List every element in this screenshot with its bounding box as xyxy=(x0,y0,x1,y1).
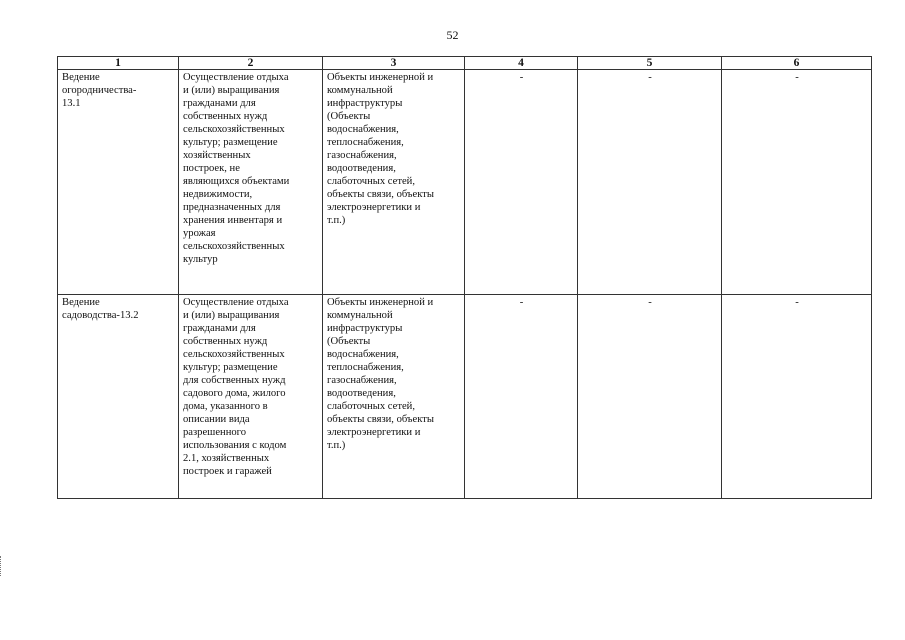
column-header: 1 xyxy=(58,57,179,70)
column-header: 3 xyxy=(323,57,465,70)
dash-value: - xyxy=(795,72,799,83)
column-header: 4 xyxy=(465,57,578,70)
table-cell xyxy=(722,70,872,295)
land-use-description: Осуществление отдыха и (или) выращивания гражданами для собственных нужд сельскохозяйственных культур; размещение хозяйственных построек, не являющихся объектами недвижимости, предназначенных для хранения инвентаря и урожая сельскохозяйственных культур xyxy=(183,72,290,265)
land-use-type: Ведение садоводства-13.2 xyxy=(62,297,139,321)
dash-value: - xyxy=(648,297,652,308)
table-cell xyxy=(465,70,578,295)
table-cell xyxy=(58,295,179,499)
permitted-objects: Объекты инженерной и коммунальной инфраструктуры (Объекты водоснабжения, теплоснабжения, газоснабжения, водоотведения, слаботочных сетей, объекты связи, объекты электроэнергетики и т.п.) xyxy=(327,72,434,226)
table-header-row xyxy=(58,57,872,70)
dash-value: - xyxy=(648,72,652,83)
permitted-objects: Объекты инженерной и коммунальной инфраструктуры (Объекты водоснабжения, теплоснабжения, газоснабжения, водоотведения, слаботочных сетей, объекты связи, объекты электроэнергетики и т.п.) xyxy=(327,297,434,451)
table-row xyxy=(58,295,872,499)
dash-value: - xyxy=(519,297,524,308)
land-use-table xyxy=(57,56,872,499)
table-cell xyxy=(323,70,465,295)
table-cell xyxy=(578,295,722,499)
dash-value: - xyxy=(519,72,524,83)
table-cell xyxy=(179,70,323,295)
table-cell xyxy=(578,70,722,295)
table-cell xyxy=(465,295,578,499)
column-header: 2 xyxy=(179,57,323,70)
table-cell xyxy=(58,70,179,295)
land-use-description: Осуществление отдыха и (или) выращивания гражданами для собственных нужд сельскохозяйственных культур; размещение для собственных нужд садового дома, жилого дома, указанного в описании вида разрешенного использования с кодом 2.1, хозяйственных построек и гаражей xyxy=(183,297,289,477)
page-number: 52 xyxy=(446,28,459,42)
table-cell xyxy=(722,295,872,499)
scan-edge-mark xyxy=(0,556,5,576)
table-row xyxy=(58,70,872,295)
column-header: 5 xyxy=(578,57,722,70)
column-header: 6 xyxy=(722,57,872,70)
land-use-type: Ведение огородничества- 13.1 xyxy=(62,72,137,109)
dash-value: - xyxy=(795,297,799,308)
table-cell xyxy=(179,295,323,499)
table-cell xyxy=(323,295,465,499)
